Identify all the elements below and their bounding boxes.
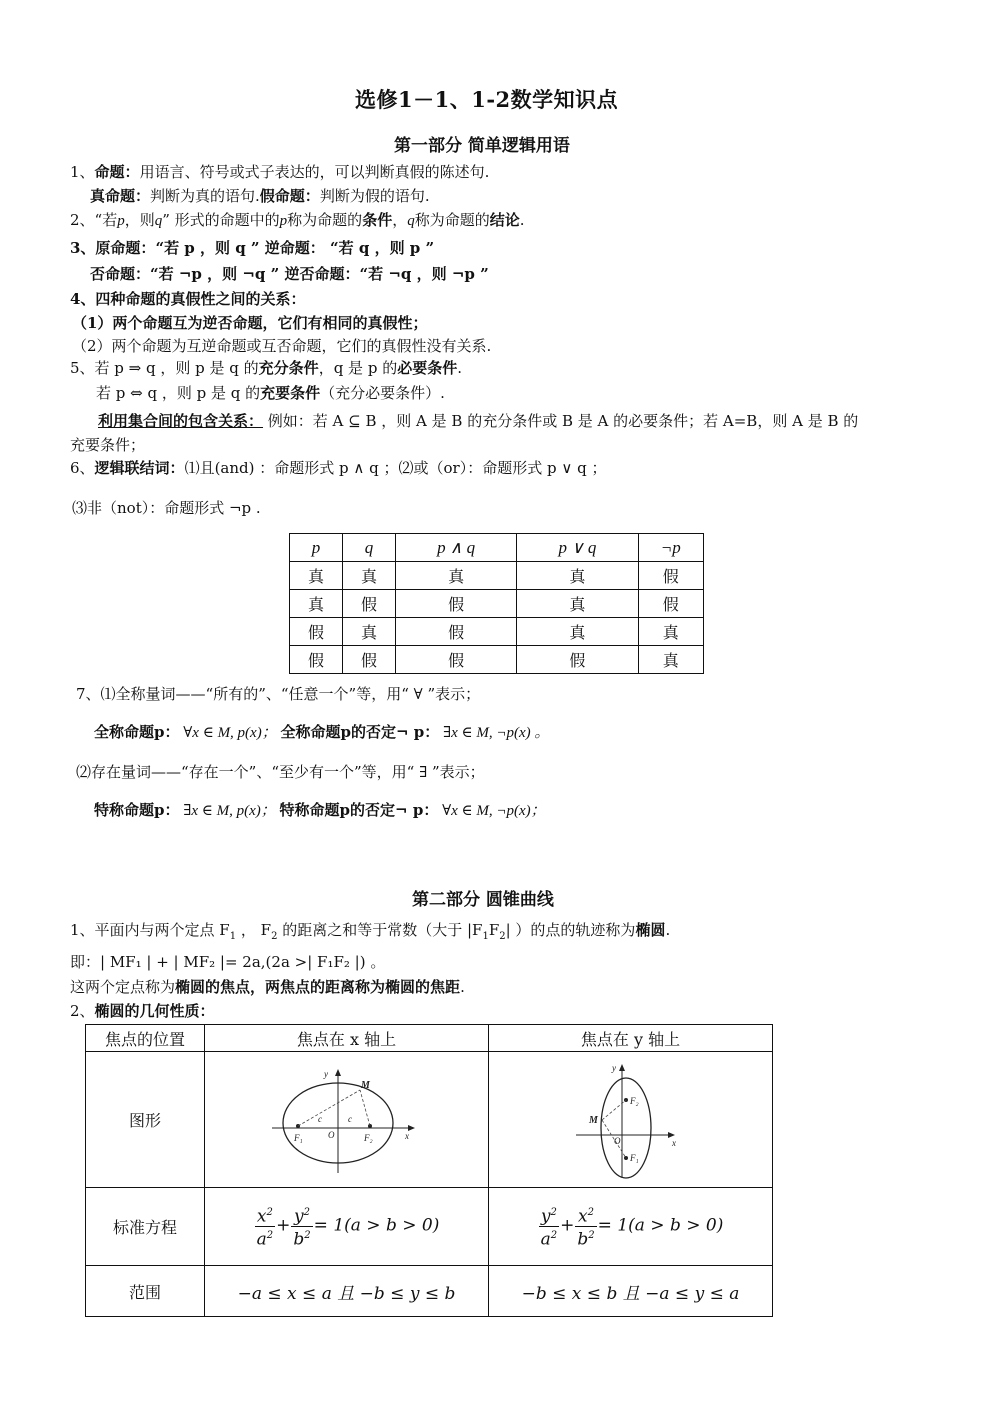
- truth-header-cell: q: [342, 534, 395, 562]
- p1-line-18: 特称命题p： ∃x ∈ M, p(x)； 特称命题p的否定¬ p： ∀x ∈ M, ¬p(x)；: [94, 801, 546, 819]
- table-row: [86, 1025, 773, 1052]
- table-row: [290, 646, 704, 674]
- p2-line-1: 1、平面内与两个定点 $F_1$ ， $F_2$ 的距离之和等于常数（大于 $|F_1F_2|$ ）的点的轨迹称为椭圆.: [70, 921, 671, 942]
- p1-line-15: 7、⑴全称量词——“所有的”、“任意一个”等，用“ ∀ ”表示；: [76, 685, 481, 703]
- fraction: $\frac{x^2}{a^2}$: [255, 1204, 276, 1248]
- fraction: $\frac{y^2}{b^2}$: [291, 1204, 312, 1248]
- range-x: −a ≤ x ≤ a 且 −b ≤ y ≤ b: [205, 1266, 489, 1317]
- truth-header-cell: p ∧ q: [395, 534, 516, 562]
- p1-line-7: （1）两个命题互为逆否命题，它们有相同的真假性；: [72, 314, 428, 332]
- truth-cell: 假: [342, 590, 395, 618]
- p1-line-11: 利用集合间的包含关系： 例如：若 A ⊆ B ，则 A 是 B 的充分条件或 B 是 A 的必要条件；若 A=B，则 A 是 B 的: [98, 412, 859, 430]
- figure-y-cell: [489, 1052, 773, 1188]
- row-label-equation: 标准方程: [86, 1188, 205, 1266]
- page-title: 选修1－1、1-2数学知识点: [355, 87, 619, 112]
- p1-line-4: 3、原命题：“若 p ，则 q ” 逆命题： “若 q ，则 p ”: [70, 239, 435, 257]
- p1-line-1: 1、命题：用语言、符号或式子表达的，可以判断真假的陈述句.: [70, 163, 490, 181]
- truth-cell: 假: [395, 618, 516, 646]
- p1-line-6: 4、四种命题的真假性之间的关系：: [70, 290, 306, 308]
- equation-x: $\frac{x^2}{a^2}$ + $\frac{y^2}{b^2}$ = 1(a > b > 0): [205, 1188, 489, 1266]
- truth-cell: 假: [342, 646, 395, 674]
- fig-y-y-label: y: [611, 1062, 616, 1073]
- p2-line-4: 2、椭圆的几何性质：: [70, 1002, 215, 1020]
- fig-y-x-label: x: [671, 1137, 676, 1148]
- fig-x-m-label: M: [360, 1079, 370, 1091]
- table-row: [86, 1188, 773, 1266]
- fig-x-o-label: O: [327, 1129, 334, 1140]
- fraction: $\frac{y^2}{a^2}$: [539, 1204, 560, 1248]
- truth-cell: 真: [290, 590, 343, 618]
- truth-cell: 假: [395, 590, 516, 618]
- truth-table: [289, 533, 704, 674]
- truth-cell: 真: [638, 618, 703, 646]
- range-y: −b ≤ x ≤ b 且 −a ≤ y ≤ a: [489, 1266, 773, 1317]
- fig-x-c2-label: c: [347, 1113, 352, 1124]
- row-label-figure: 图形: [86, 1052, 205, 1188]
- truth-cell: 真: [342, 618, 395, 646]
- table-row: [290, 618, 704, 646]
- equation-y: $\frac{y^2}{a^2}$ + $\frac{x^2}{b^2}$ = 1(a > b > 0): [489, 1188, 773, 1266]
- p1-line-12: 充要条件；: [70, 436, 146, 454]
- table-row: [290, 590, 704, 618]
- truth-cell: 假: [290, 646, 343, 674]
- fig-y-o-label: O: [613, 1135, 620, 1146]
- p1-line-3: 2、“若p，则q” 形式的命题中的p称为命题的条件，q称为命题的结论.: [70, 211, 525, 229]
- fig-y-m-label: M: [588, 1114, 598, 1126]
- p1-line-13: 6、逻辑联结词：⑴且(and) ：命题形式 p ∧ q ；⑵或（or）：命题形式 p ∨ q ；: [70, 459, 607, 477]
- truth-cell: 真: [342, 562, 395, 590]
- header-position: 焦点的位置: [86, 1025, 205, 1052]
- p1-line-9: 5、若 p ⇒ q ，则 p 是 q 的充分条件，q 是 p 的必要条件.: [70, 359, 462, 377]
- fig-x-x-label: x: [404, 1130, 409, 1141]
- truth-cell: 假: [638, 562, 703, 590]
- p1-line-5: 否命题：“若 ¬p ，则 ¬q ” 逆否命题：“若 ¬q ，则 ¬p ”: [90, 265, 489, 283]
- ellipse-x-figure: [272, 1065, 422, 1175]
- p1-line-2: 真命题：判断为真的语句.假命题：判断为假的语句.: [90, 187, 430, 205]
- table-row: [290, 562, 704, 590]
- p1-line-16: 全称命题p： ∀x ∈ M, p(x)； 全称命题p的否定¬ p： ∃x ∈ M, ¬p(x) 。: [94, 723, 550, 741]
- ellipse-properties-table: [85, 1024, 773, 1317]
- part2-heading: 第二部分 圆锥曲线: [412, 890, 554, 910]
- truth-header-cell: p: [290, 534, 343, 562]
- fraction: $\frac{x^2}{b^2}$: [575, 1204, 596, 1248]
- truth-cell: 真: [517, 562, 638, 590]
- fig-x-y-label: y: [323, 1068, 328, 1079]
- p2-line-3: 这两个定点称为椭圆的焦点，两焦点的距离称为椭圆的焦距.: [70, 978, 465, 996]
- truth-cell: 假: [395, 646, 516, 674]
- p1-line-14: ⑶非（not）：命题形式 ¬p .: [72, 499, 261, 517]
- fig-x-f2-label: F₂: [363, 1132, 373, 1143]
- header-x-axis: 焦点在 x 轴上: [205, 1025, 489, 1052]
- figure-x-cell: [205, 1052, 489, 1188]
- p2-line-2: 即：| MF₁ | + | MF₂ |= 2a,(2a >| F₁F₂ |) 。: [70, 953, 386, 971]
- table-row: [86, 1052, 773, 1188]
- header-y-axis: 焦点在 y 轴上: [489, 1025, 773, 1052]
- table-row: [86, 1266, 773, 1317]
- part1-heading: 第一部分 简单逻辑用语: [394, 136, 570, 156]
- p1-line-10: 若 p ⇔ q ，则 p 是 q 的充要条件（充分必要条件）.: [96, 384, 445, 402]
- fig-y-f1-label: F₁: [629, 1152, 639, 1163]
- fig-y-f2-label: F₂: [629, 1095, 639, 1106]
- truth-table-header: [290, 534, 704, 562]
- p1-line-17: ⑵存在量词——“存在一个”、“至少有一个”等，用“ ∃ ”表示；: [76, 763, 485, 781]
- truth-cell: 假: [638, 590, 703, 618]
- fig-x-c1-label: c: [317, 1113, 322, 1124]
- truth-header-cell: p ∨ q: [517, 534, 638, 562]
- truth-cell: 真: [517, 590, 638, 618]
- row-label-range: 范围: [86, 1266, 205, 1317]
- truth-cell: 真: [638, 646, 703, 674]
- truth-cell: 真: [517, 618, 638, 646]
- truth-cell: 假: [517, 646, 638, 674]
- fig-x-f1-label: F₁: [293, 1132, 303, 1143]
- truth-cell: 真: [395, 562, 516, 590]
- p1-line-8: （2）两个命题为互逆命题或互否命题，它们的真假性没有关系.: [72, 337, 492, 355]
- truth-cell: 假: [290, 618, 343, 646]
- ellipse-y-figure: [576, 1060, 686, 1180]
- truth-header-cell: ¬p: [638, 534, 703, 562]
- truth-cell: 真: [290, 562, 343, 590]
